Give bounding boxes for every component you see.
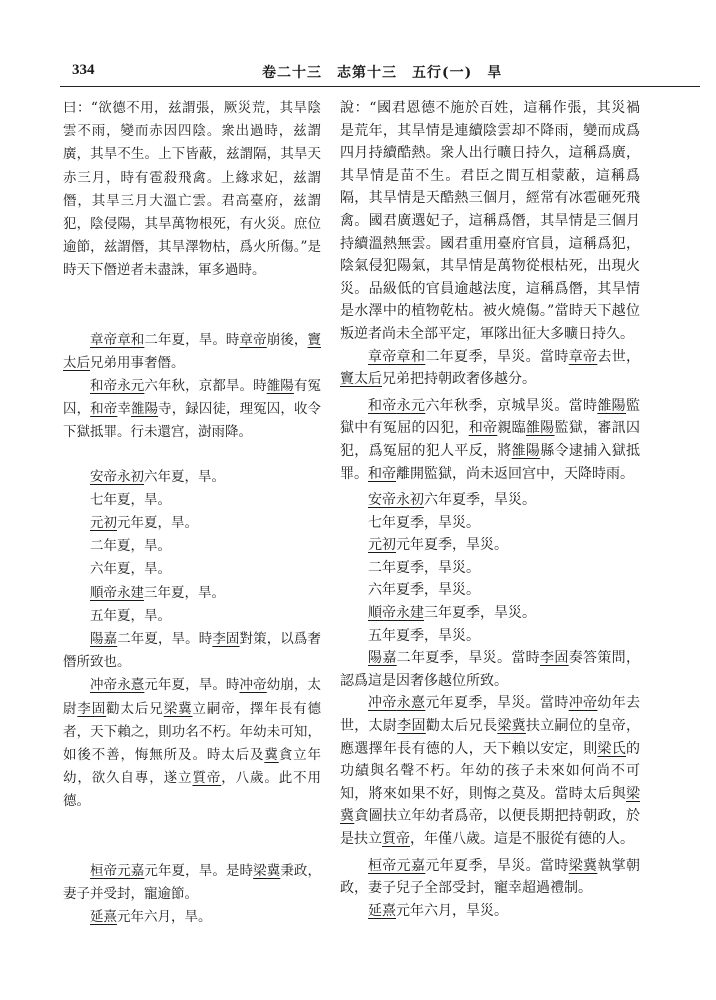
name-mark: 章帝 [368, 348, 397, 365]
name-mark: 和帝 [468, 420, 498, 437]
text-run: 元年夏，旱。是時 [144, 862, 254, 879]
name-mark: 雒陽 [266, 378, 294, 395]
text-run: 立嗣帝，擇年長有德者，天下賴之，則功名不朽。年幼未可知，如後不善，悔無所及。時太后及 [63, 700, 322, 764]
right-paragraph-5 [340, 692, 640, 850]
text-run: 二年夏，旱。時 [117, 631, 213, 648]
text-run: 的功績與名聲不朽。年幼的孩子未來如何尚不可知，將來如果不好，則悔之莫及。當時太后與 [340, 740, 641, 802]
text-run: 元年六月，旱災。 [396, 902, 508, 919]
name-mark: 順帝 [368, 605, 396, 622]
text-run: ，年僅八歲。這是不服從有德的人。 [410, 831, 634, 847]
right-paragraph-4 [340, 647, 640, 692]
name-mark: 永建 [117, 584, 144, 601]
name-mark: 和帝 [90, 378, 118, 395]
name-mark: 和帝 [368, 397, 397, 414]
text-run: 二年夏季，旱災。當時 [425, 348, 569, 365]
right-line-7: 五年夏季，旱災。 [368, 627, 480, 644]
header-rule [60, 86, 700, 87]
name-mark: 和帝 [368, 465, 396, 482]
running-head: 卷二十三 志第十三 五行(一) 旱 [262, 65, 503, 81]
text-run: 三年夏，旱。 [144, 584, 225, 601]
left-paragraph-5 [63, 674, 321, 813]
name-mark: 章帝 [90, 331, 118, 348]
text-run: 奏答策問，認爲這是因奢侈越位所致。 [340, 650, 641, 689]
name-mark: 梁氏 [597, 740, 627, 757]
name-mark: 延熹 [368, 902, 396, 919]
text-run: 兄弟把持朝政奢侈越分。 [382, 371, 536, 388]
name-mark: 元嘉 [396, 857, 426, 874]
name-mark: 陽嘉 [368, 650, 397, 667]
name-mark: 永初 [396, 492, 424, 509]
name-mark: 冲帝 [239, 677, 267, 694]
text-run: 幼崩，太尉 [63, 677, 321, 717]
text-run: 元年夏，旱。時 [144, 677, 240, 694]
name-mark: 李固 [397, 718, 426, 735]
name-mark: 安帝 [368, 492, 396, 509]
right-line-3 [340, 534, 640, 557]
text-run: 扶立嗣位的皇帝，應選擇年長有德的人，天下賴以安定，則 [340, 718, 641, 757]
right-line-6 [340, 602, 640, 625]
name-mark: 章帝 [568, 348, 598, 365]
name-mark: 冲帝 [568, 695, 598, 712]
name-mark: 竇太后 [63, 331, 321, 371]
left-line-5: 六年夏，旱。 [90, 561, 171, 578]
left-line-7: 五年夏，旱。 [90, 607, 171, 624]
name-mark: 梁冀 [253, 862, 281, 879]
name-mark: 冲帝 [90, 677, 118, 694]
right-paragraph-3 [340, 395, 640, 485]
text-run: 秉政，妻子并受封，寵逾節。 [63, 862, 321, 902]
text-run: 二年夏季，旱災。當時 [396, 650, 541, 667]
text-run: 幸 [117, 401, 131, 418]
name-mark: 梁冀 [340, 785, 640, 825]
name-mark: 竇太后 [340, 371, 382, 388]
name-mark: 雒陽 [525, 420, 555, 437]
name-mark: 冀 [264, 747, 279, 764]
text-run: 去世， [597, 348, 641, 365]
text-run: 六年秋，京都旱。時 [144, 378, 267, 395]
name-mark: 陽嘉 [90, 631, 118, 648]
name-mark: 梁冀 [497, 718, 526, 735]
name-mark: 安帝 [90, 468, 117, 485]
name-mark: 永元 [396, 397, 426, 414]
text-run: 貪立年幼，欲久自專，遂立 [63, 747, 322, 787]
text-run: 三年夏季，旱災。 [424, 605, 536, 622]
text-run: 兄弟用事奢僭。 [90, 354, 185, 371]
name-mark: 永憙 [117, 677, 145, 694]
name-mark: 永建 [396, 605, 424, 622]
text-run: 勸太后兄長 [425, 718, 498, 735]
name-mark: 桓帝 [90, 862, 118, 879]
right-paragraph-6 [340, 855, 640, 900]
left-line-4: 二年夏，旱。 [90, 538, 171, 555]
text-run: 執掌朝政，妻子兒子全部受封，寵幸超過禮制。 [340, 857, 641, 897]
left-paragraph-4 [63, 628, 321, 674]
right-line-2: 七年夏季，旱災。 [368, 514, 480, 531]
name-mark: 質帝 [382, 831, 410, 847]
text-run: 親臨 [497, 420, 526, 437]
name-mark: 延熹 [90, 909, 117, 926]
left-line-1 [63, 466, 321, 489]
spacer [63, 445, 321, 466]
text-run: 崩後， [266, 331, 308, 348]
text-run: 六年夏，旱。 [144, 468, 225, 485]
right-paragraph-1: 說：“國君恩德不施於百姓，這稱作張，其災禍是荒年，其旱情是連續陰雲却不降雨，變而成爲四月持續酷熱。衆人出行曠日持久，這稱爲廣，其旱情是苗不生。君臣之間互相蒙蔽，這稱爲隔，其旱情是天酷熱三個月，經常有冰雹砸死飛禽。國君廣選妃子，這稱爲僭，其旱情是三個月持續溫熱無雲。國君重用臺府官員，這稱爲犯，陰氣侵犯陽氣，其旱情是萬物從根枯死，出現火災。品級低的官員逾越法度，這稱爲僭，其旱情是水澤中的植物乾枯。被火燒傷。”當時天下越位叛逆者尚未全部平定，軍隊出征大多曠日持久。 [340, 100, 640, 342]
text-run: ，八歲。此不用德。 [63, 770, 322, 810]
name-mark: 永元 [117, 378, 145, 395]
name-mark: 雒陽 [130, 401, 159, 418]
name-mark: 雒陽 [511, 442, 541, 459]
text-run: 六年夏季，旱災。 [424, 492, 536, 509]
left-paragraph-2 [63, 329, 321, 375]
left-paragraph-1: 曰：“欲德不用，兹謂張，厥災荒，其旱陰雲不雨，變而赤因四陰。衆出過時，兹謂廣，其旱不生。上下皆蔽，兹謂隔，其旱天赤三月，時有雹殺飛禽。上緣求妃，兹謂僭，其旱三月大溫亡雲。君高臺府，兹謂犯，陰侵陽，其旱萬物根死，有火災。庶位逾節，兹謂僭，其旱澤物枯，爲火所傷。”是時天下僭逆者未盡誅，軍多過時。 [63, 100, 321, 279]
name-mark: 永憙 [396, 695, 426, 712]
text-run: 監獄中有冤屈的囚犯， [340, 397, 641, 437]
name-mark: 桓帝 [368, 857, 397, 874]
text-run: 元年夏季，旱災。 [396, 537, 508, 554]
name-mark: 永初 [117, 468, 144, 485]
text-run: 寺，録囚徒，理冤囚，收令下獄抵罪。行未還宫，澍雨降。 [63, 401, 322, 441]
name-mark: 元初 [90, 515, 117, 532]
left-line-3 [63, 512, 321, 535]
name-mark: 和帝 [90, 401, 118, 418]
right-line-1 [340, 489, 640, 512]
name-mark: 冲帝 [368, 695, 397, 712]
text-run: 二年夏，旱。時 [144, 331, 240, 348]
text-run: 元年夏季，旱災。當時 [425, 695, 569, 712]
name-mark: 元嘉 [117, 862, 145, 879]
name-mark: 順帝 [90, 584, 117, 601]
right-line-4: 二年夏季，旱災。 [368, 559, 480, 576]
name-mark: 李固 [212, 631, 240, 648]
page-number: 334 [72, 62, 95, 78]
right-paragraph-2 [340, 346, 640, 391]
name-mark: 元初 [368, 537, 396, 554]
text-run: 幼年去世，太尉 [340, 695, 641, 735]
text-run: 元年六月，旱。 [117, 909, 212, 926]
text-run: 元年夏，旱。 [117, 515, 198, 532]
spacer [63, 814, 321, 860]
left-paragraph-7 [63, 906, 321, 929]
left-line-2: 七年夏，旱。 [90, 491, 171, 508]
name-mark: 梁冀 [568, 857, 598, 874]
text-run: 勸太后兄 [106, 700, 164, 717]
text-run: 對策，以爲奢僭所致也。 [63, 631, 321, 671]
left-paragraph-6 [63, 860, 321, 906]
text-run: 元年夏季，旱災。當時 [425, 857, 569, 874]
name-mark: 李固 [540, 650, 569, 667]
name-mark: 梁冀 [163, 700, 193, 717]
text-run: 貪圖扶立年幼者爲帝，以便長期把持朝政，於是扶立 [340, 808, 641, 847]
text-run: 監獄，審訊囚犯，爲冤屈的犯人平反，將 [340, 420, 641, 459]
text-run: 六年秋季，京城旱災。當時 [425, 397, 598, 414]
spacer [63, 283, 321, 329]
name-mark: 雒陽 [597, 397, 627, 414]
text-run: 縣令逮捕入獄抵罪。 [340, 442, 641, 482]
name-mark: 質帝 [192, 770, 222, 787]
name-mark: 李固 [77, 700, 107, 717]
name-mark: 章和 [396, 348, 426, 365]
right-paragraph-7 [340, 900, 640, 923]
left-line-6 [63, 582, 321, 605]
text-run: 離開監獄，尚未返回宫中，天降時雨。 [396, 465, 634, 482]
name-mark: 章和 [117, 331, 145, 348]
left-paragraph-3 [63, 375, 321, 445]
translation-column [340, 97, 640, 922]
right-line-5: 六年夏季，旱災。 [368, 582, 480, 599]
classical-text-column [63, 97, 321, 929]
text-run: 有冤囚， [63, 378, 321, 418]
name-mark: 章帝 [239, 331, 267, 348]
